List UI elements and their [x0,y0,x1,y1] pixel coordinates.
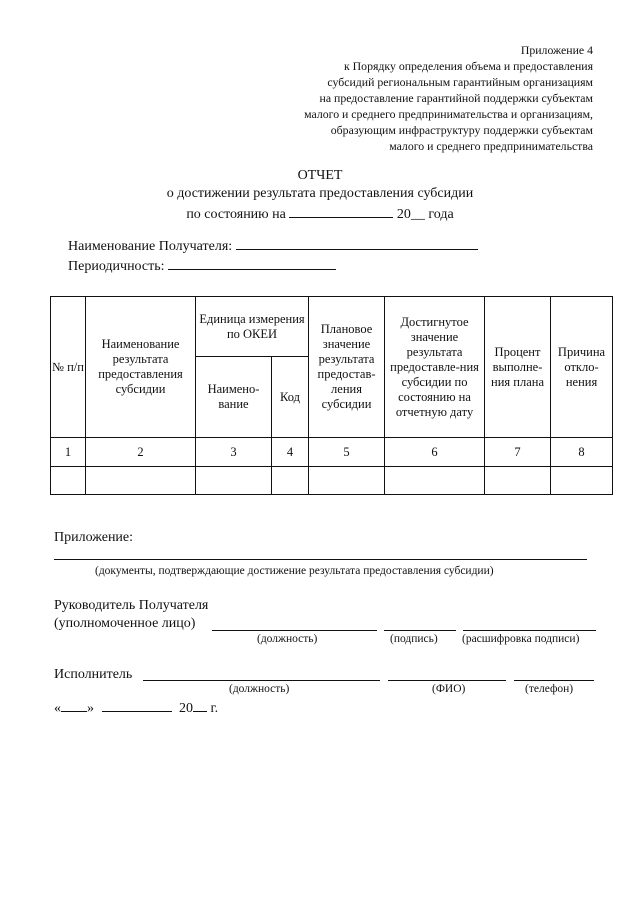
report-table [50,296,613,495]
periodicity-row [68,256,336,275]
report-date-line [0,204,640,223]
attachment-line[interactable] [54,559,587,560]
periodicity-label: Периодичность: [68,259,165,274]
date-suffix: г. [210,701,219,716]
table-row [51,467,613,495]
header-col8: Причина откло-нения [551,297,613,438]
executor-position-field[interactable] [143,680,380,681]
header-col1: № п/п [51,297,86,438]
executor-position-caption: (должность) [229,683,290,695]
number-cell: 1 [51,438,86,467]
executor-fio-field[interactable] [388,680,506,681]
head-position-caption: (должность) [257,633,318,645]
table-cell[interactable] [51,467,86,495]
recipient-name-row [68,236,478,255]
attachment-caption: (документы, подтверждающие достижение результата предоставления субсидии) [95,565,494,577]
head-decode-caption: (расшифровка подписи) [462,633,580,645]
header-col7: Процент выполне-ния плана [485,297,551,438]
number-cell: 4 [272,438,309,467]
date-blank[interactable] [289,204,393,218]
footer-date [54,698,218,717]
table-header-row [51,297,613,357]
table-cell[interactable] [485,467,551,495]
recipient-name-field[interactable] [236,236,478,250]
header-col2: Наименование результата предоставления субсидии [86,297,196,438]
date-year-prefix: 20 [179,701,193,716]
report-subtitle: о достижении результата предоставления субсидии [166,186,474,201]
appendix-line: субсидий региональным гарантийным организациям [327,75,593,89]
appendix-line: к Порядку определения объема и предоставления [343,59,593,73]
table-cell[interactable] [86,467,196,495]
header-col6: Достигнутое значение результата предоставле-ния субсидии по состоянию на отчетную дату [385,297,485,438]
number-cell: 6 [385,438,485,467]
table-cell[interactable] [309,467,385,495]
number-cell: 8 [551,438,613,467]
table-number-row [51,438,613,467]
appendix-line: малого и среднего предпринимательства и организациям, [304,107,593,121]
date-open-quote: « [54,701,61,716]
appendix-line: Приложение 4 [520,43,593,57]
day-field[interactable] [61,698,87,712]
head-decode-field[interactable] [463,630,596,631]
table-cell[interactable] [272,467,309,495]
executor-label: Исполнитель [54,667,133,682]
number-cell: 2 [86,438,196,467]
executor-phone-field[interactable] [514,680,594,681]
attachment-label: Приложение: [54,530,134,545]
year-field[interactable] [193,698,207,712]
appendix-line: на предоставление гарантийной поддержки субъектам [319,91,593,105]
appendix-line: образующим инфраструктуру поддержки субъектам [330,123,593,137]
head-signature-caption: (подпись) [390,633,438,645]
number-cell: 7 [485,438,551,467]
head-position-field[interactable] [212,630,377,631]
executor-phone-caption: (телефон) [525,683,574,695]
table-cell[interactable] [385,467,485,495]
head-label-line1: Руководитель Получателя [54,598,209,613]
report-title: ОТЧЕТ [297,168,343,183]
number-cell: 3 [196,438,272,467]
executor-fio-caption: (ФИО) [432,683,466,695]
table-cell[interactable] [551,467,613,495]
header-col4: Код [272,357,309,438]
appendix-header [304,42,593,154]
header-col5: Плановое значение результата предостав-ления субсидии [309,297,385,438]
head-label-line2: (уполномоченное лицо) [54,616,196,631]
header-unit-group: Единица измерения по ОКЕИ [196,297,309,357]
head-signature-field[interactable] [384,630,456,631]
date-prefix: по состоянию на [186,207,286,222]
date-year: 20__ года [396,207,454,222]
number-cell: 5 [309,438,385,467]
month-field[interactable] [102,698,172,712]
header-col3: Наимено-вание [196,357,272,438]
recipient-name-label: Наименование Получателя: [68,239,233,254]
appendix-line: малого и среднего предпринимательства [389,139,593,153]
date-close-quote: » [87,701,94,716]
table-cell[interactable] [196,467,272,495]
periodicity-field[interactable] [168,256,336,270]
